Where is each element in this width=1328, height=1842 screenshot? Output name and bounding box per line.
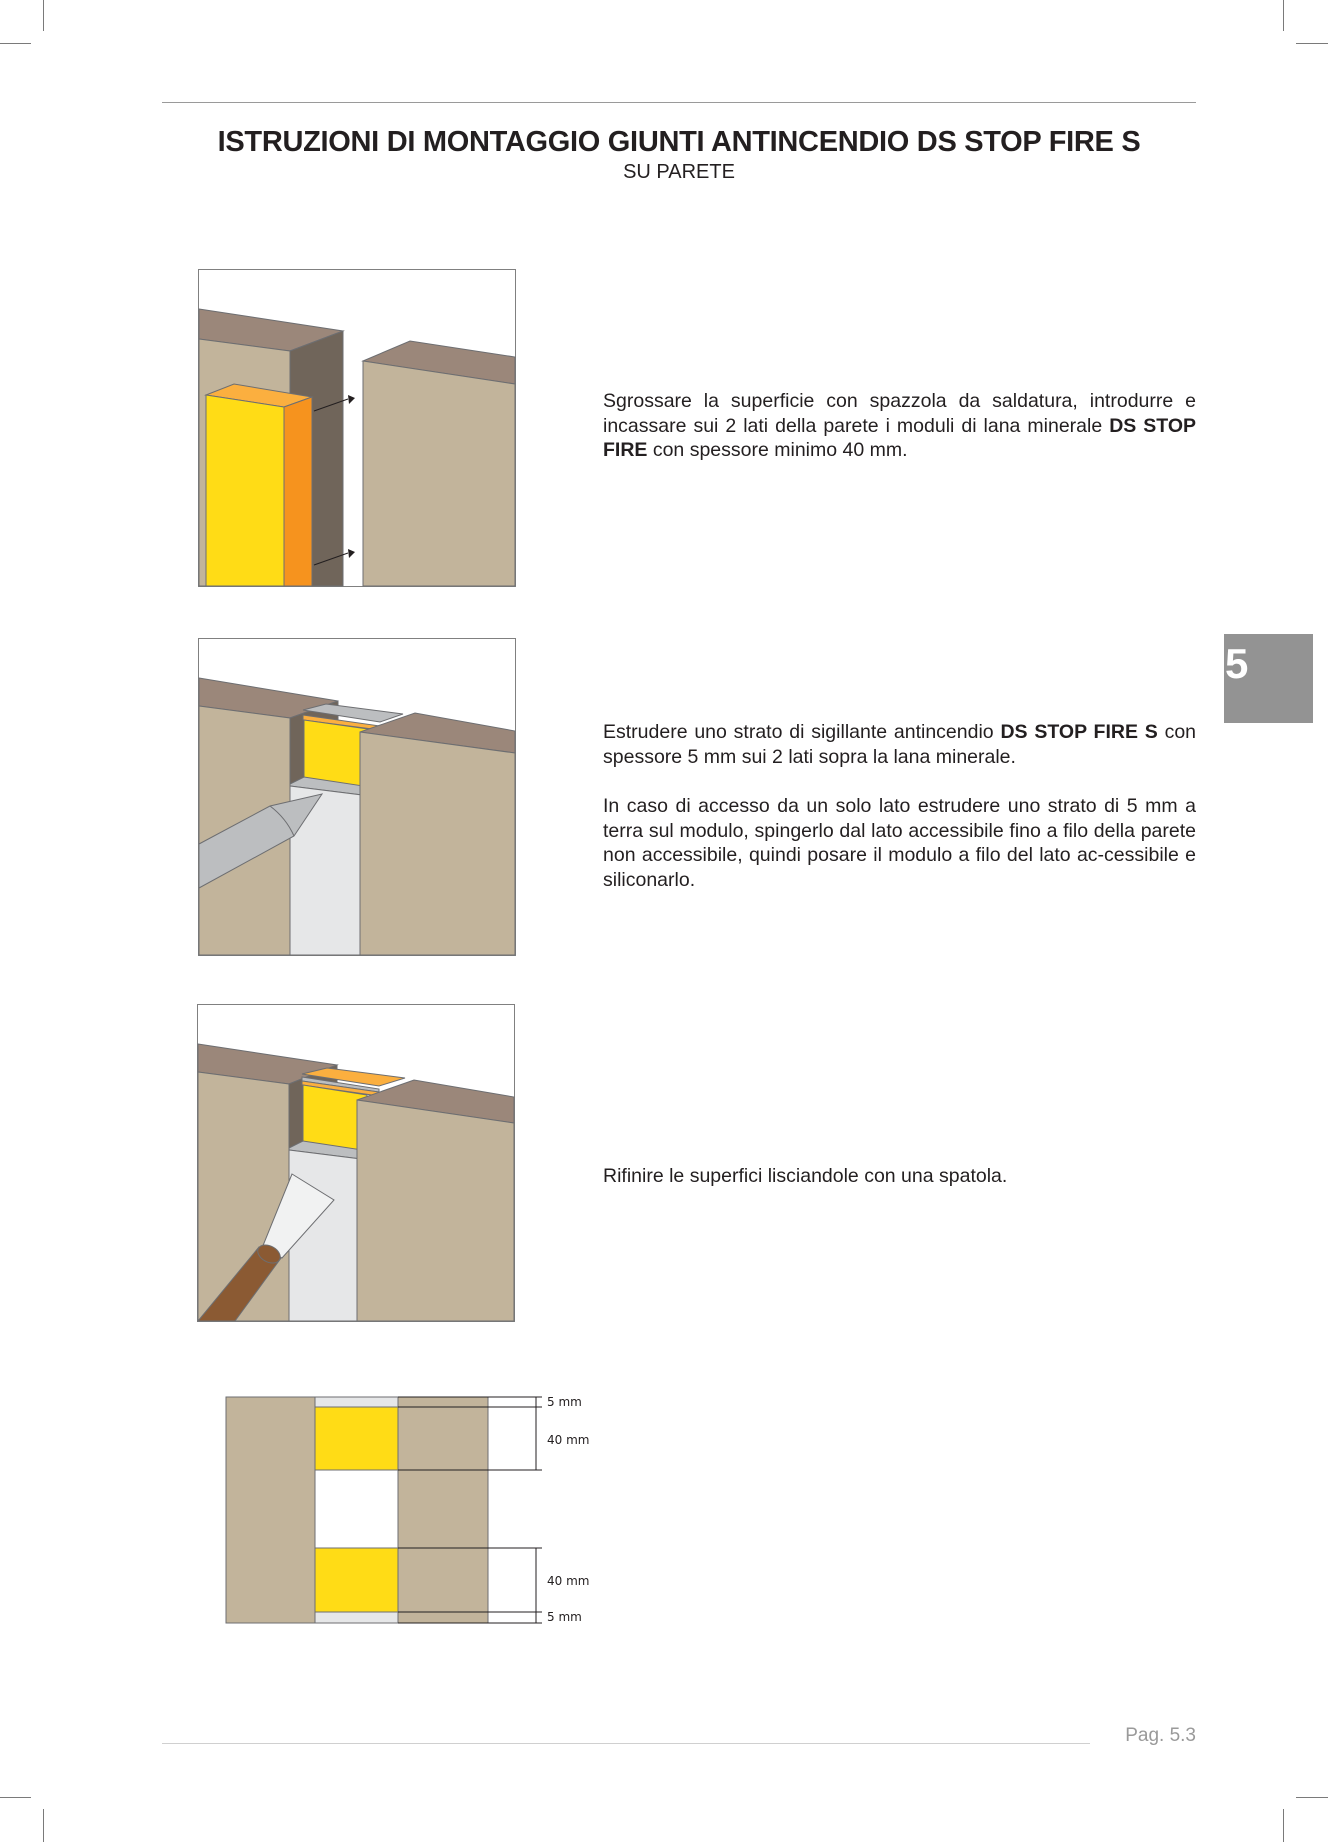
step-2-paragraph-1: Estrudere uno strato di sigillante antincendio DS STOP FIRE S con spessore 5 mm sui 2 lati sopra la lana minerale. bbox=[603, 721, 1197, 768]
spatula-finishing-illustration bbox=[197, 1004, 515, 1322]
step-2-text bbox=[603, 720, 1196, 917]
wall-joint-illustration bbox=[198, 269, 516, 587]
dim-label-bottom-sealant: 5 mm bbox=[547, 1610, 582, 1624]
sealant-extrusion-illustration bbox=[198, 638, 516, 956]
step-1-text bbox=[603, 389, 1196, 488]
dim-label-top-wool: 40 mm bbox=[547, 1433, 590, 1447]
crop-mark-br-h bbox=[1296, 1797, 1328, 1798]
crop-mark-tl-v bbox=[43, 0, 44, 31]
chapter-number: 5 bbox=[1225, 640, 1249, 687]
crop-mark-tr-h bbox=[1296, 43, 1328, 44]
crop-mark-bl-h bbox=[0, 1797, 31, 1798]
crop-mark-bl-v bbox=[43, 1809, 44, 1842]
footer-rule bbox=[162, 1743, 1090, 1744]
crop-mark-tl-h bbox=[0, 43, 31, 44]
dim-label-top-sealant: 5 mm bbox=[547, 1395, 582, 1409]
step-3-text bbox=[603, 1164, 1196, 1214]
figure-step-1 bbox=[198, 269, 516, 587]
header-rule bbox=[162, 102, 1196, 103]
cross-section-diagram bbox=[220, 1390, 600, 1630]
dim-label-bottom-wool: 40 mm bbox=[547, 1574, 590, 1588]
crop-mark-tr-v bbox=[1283, 0, 1284, 31]
step-1-paragraph: Sgrossare la superficie con spazzola da saldatura, introdurre e incassare sui 2 lati della parete i moduli di lana minerale DS STOP FIRE con spessore minimo 40 mm. bbox=[603, 390, 1197, 461]
crop-mark-br-v bbox=[1283, 1809, 1284, 1842]
page-number: Pag. 5.3 bbox=[1125, 1725, 1196, 1746]
page-subtitle: SU PARETE bbox=[623, 161, 735, 183]
figure-step-3 bbox=[197, 1004, 515, 1322]
page-title: ISTRUZIONI DI MONTAGGIO GIUNTI ANTINCENDIO DS STOP FIRE S bbox=[217, 126, 1141, 158]
joint-cross-section bbox=[220, 1390, 600, 1630]
figure-step-2 bbox=[198, 638, 516, 956]
step-3-paragraph: Rifinire le superfici lisciandole con una spatola. bbox=[603, 1165, 1008, 1187]
step-2-paragraph-2: In caso di accesso da un solo lato estrudere uno strato di 5 mm a terra sul modulo, spingerlo dal lato accessibile fino a filo della parete non accessibile, quindi posare il modulo a filo del lato ac-cessibile e siliconarlo. bbox=[603, 795, 1196, 891]
